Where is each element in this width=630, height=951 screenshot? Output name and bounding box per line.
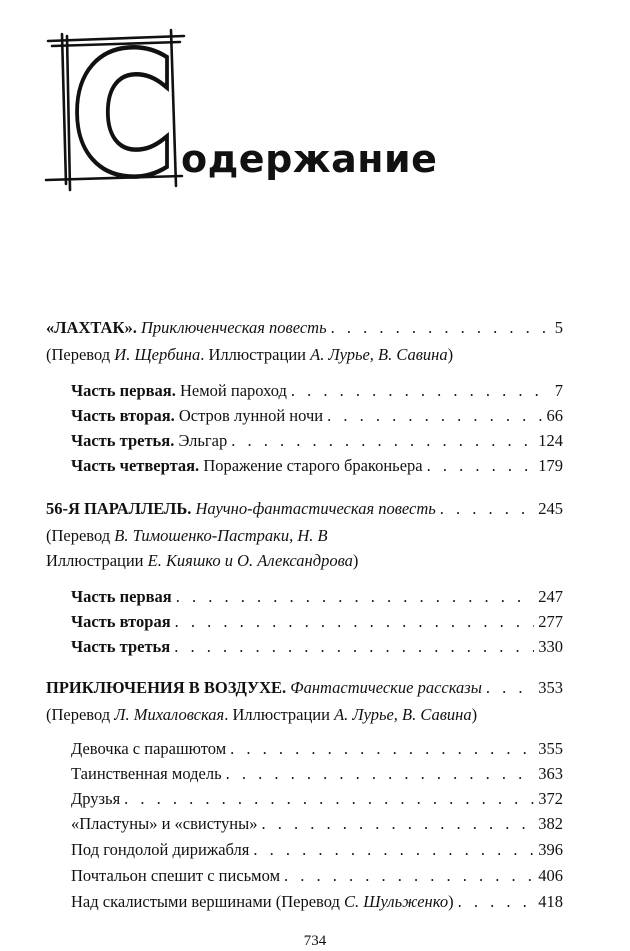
credit-text: . Иллюстрации [224,705,335,724]
dot-leader [176,585,535,609]
credit-text: (Перевод [46,705,115,724]
toc-section-title: 56-Я ПАРАЛЛЕЛЬ. [46,499,192,518]
dot-leader [327,404,542,428]
toc-page-number: 355 [538,739,563,758]
toc-entry-text: Остров лунной ночи [174,406,324,425]
toc-section-heading [46,676,482,700]
toc-section-heading [46,497,436,521]
contents-heading-text: одержание [181,137,438,181]
toc-entry [71,585,563,609]
toc-entry-label: Часть третья [71,637,171,656]
credit-text: В. Тимошенко-Пастраки, Н. В [114,526,328,545]
dot-leader [231,429,534,453]
credit-text: ) [352,551,359,570]
toc-page-number: 353 [538,678,563,697]
toc-entry-label: Часть первая [71,587,172,606]
toc-entry-text: Над скалистыми вершинами (Перевод [71,892,345,911]
toc-credit-line [46,703,586,727]
toc-entry-title [71,737,226,761]
toc-entry-title [71,379,287,403]
toc-entry-title [71,812,257,836]
credit-text: (Перевод [46,526,115,545]
toc-entry [71,454,563,478]
toc-page-number: 330 [538,637,563,656]
toc-entry-text: Немой пароход [175,381,287,400]
credit-text: Е. Кияшко и О. Александрова [147,551,353,570]
toc-page-number: 66 [546,406,563,425]
toc-credit-line [46,343,586,367]
dot-leader [226,762,535,786]
toc-entry-title [71,454,423,478]
dot-leader [458,890,535,914]
toc-section-title: «ЛАХТАК». [46,318,137,337]
credit-text: (Перевод [46,345,115,364]
toc-entry [71,864,563,888]
credit-text: ) [471,705,478,724]
toc-credit-line [46,549,586,573]
toc-page-number: 7 [554,381,563,400]
toc-entry-text: Эльгар [174,431,228,450]
toc-entry-text: «Пластуны» и «свистуны» [71,814,258,833]
toc-section-entry [46,316,563,340]
toc-page-number: 277 [538,612,563,631]
toc-entry-title [71,404,323,428]
dot-leader [124,787,534,811]
toc-entry-title [71,838,249,862]
toc-entry-text: Таинственная модель [71,764,222,783]
dot-leader [175,610,535,634]
credit-text: ) [447,345,454,364]
toc-entry [71,379,563,403]
toc-entry-text: Под гондолой дирижабля [71,840,250,859]
toc-section-subtitle: Научно-фантастическая повесть [195,499,436,518]
toc-page-number: 396 [538,840,563,859]
toc-entry [71,635,563,659]
toc-entry-title [71,635,170,659]
toc-section-entry [46,497,563,521]
dot-leader [291,379,551,403]
toc-entry-text: Поражение старого браконьера [199,456,423,475]
toc-entry [71,762,563,786]
dot-leader [427,454,535,478]
toc-section-subtitle: Приключенческая повесть [140,318,327,337]
dot-leader [331,316,551,340]
credit-text: А. Лурье, В. Савина [334,705,472,724]
toc-entry-label: Часть четвертая. [71,456,200,475]
toc-section-title: ПРИКЛЮЧЕНИЯ В ВОЗДУХЕ. [46,678,287,697]
toc-entry-title [71,762,222,786]
toc-entry [71,610,563,634]
credit-text: Л. Михаловская [114,705,225,724]
toc-entry-text: Почтальон спешит с письмом [71,866,281,885]
toc-entry-text-italic: С. Шульженко [344,892,449,911]
dot-leader [174,635,534,659]
toc-page-number: 382 [538,814,563,833]
toc-section-subtitle: Фантастические рассказы [290,678,482,697]
toc-entry-title [71,890,454,914]
toc-entry [71,838,563,862]
toc-page-number: 124 [538,431,563,450]
drop-cap-letter: С [72,19,174,211]
toc-entry-title [71,429,227,453]
dot-leader [440,497,535,521]
toc-entry-label: Часть вторая. [71,406,175,425]
toc-entry-title [71,787,120,811]
credit-text: . Иллюстрации [200,345,311,364]
toc-page-number: 179 [538,456,563,475]
dot-leader [284,864,534,888]
credit-text: Иллюстрации [46,551,148,570]
page-number: 734 [303,933,327,949]
toc-page-number: 363 [538,764,563,783]
toc-entry [71,737,563,761]
toc-entry-label: Часть вторая [71,612,171,631]
toc-entry [71,787,563,811]
toc-page-number: 418 [538,892,563,911]
toc-entry-title [71,585,172,609]
toc-entry-title [71,610,171,634]
toc-entry-text: Девочка с парашютом [71,739,227,758]
credit-text: А. Лурье, В. Савина [310,345,448,364]
toc-entry [71,890,563,914]
toc-credit-line [46,524,586,548]
toc-entry [71,812,563,836]
toc-entry [71,404,563,428]
toc-page-number: 5 [554,318,563,337]
toc-page-number: 406 [538,866,563,885]
dot-leader [253,838,534,862]
toc-entry-label: Часть первая. [71,381,176,400]
toc-entry-text: Друзья [71,789,121,808]
toc-page-number: 245 [538,499,563,518]
toc-section-entry [46,676,563,700]
dot-leader [486,676,534,700]
toc-entry-text-after: ) [448,892,454,911]
toc-page-number: 247 [538,587,563,606]
toc-page-number: 372 [538,789,563,808]
toc-section-heading [46,316,327,340]
toc-entry [71,429,563,453]
dot-leader [230,737,534,761]
toc-entry-title [71,864,280,888]
toc-entry-label: Часть третья. [71,431,175,450]
credit-text: И. Щербина [114,345,201,364]
dot-leader [261,812,534,836]
